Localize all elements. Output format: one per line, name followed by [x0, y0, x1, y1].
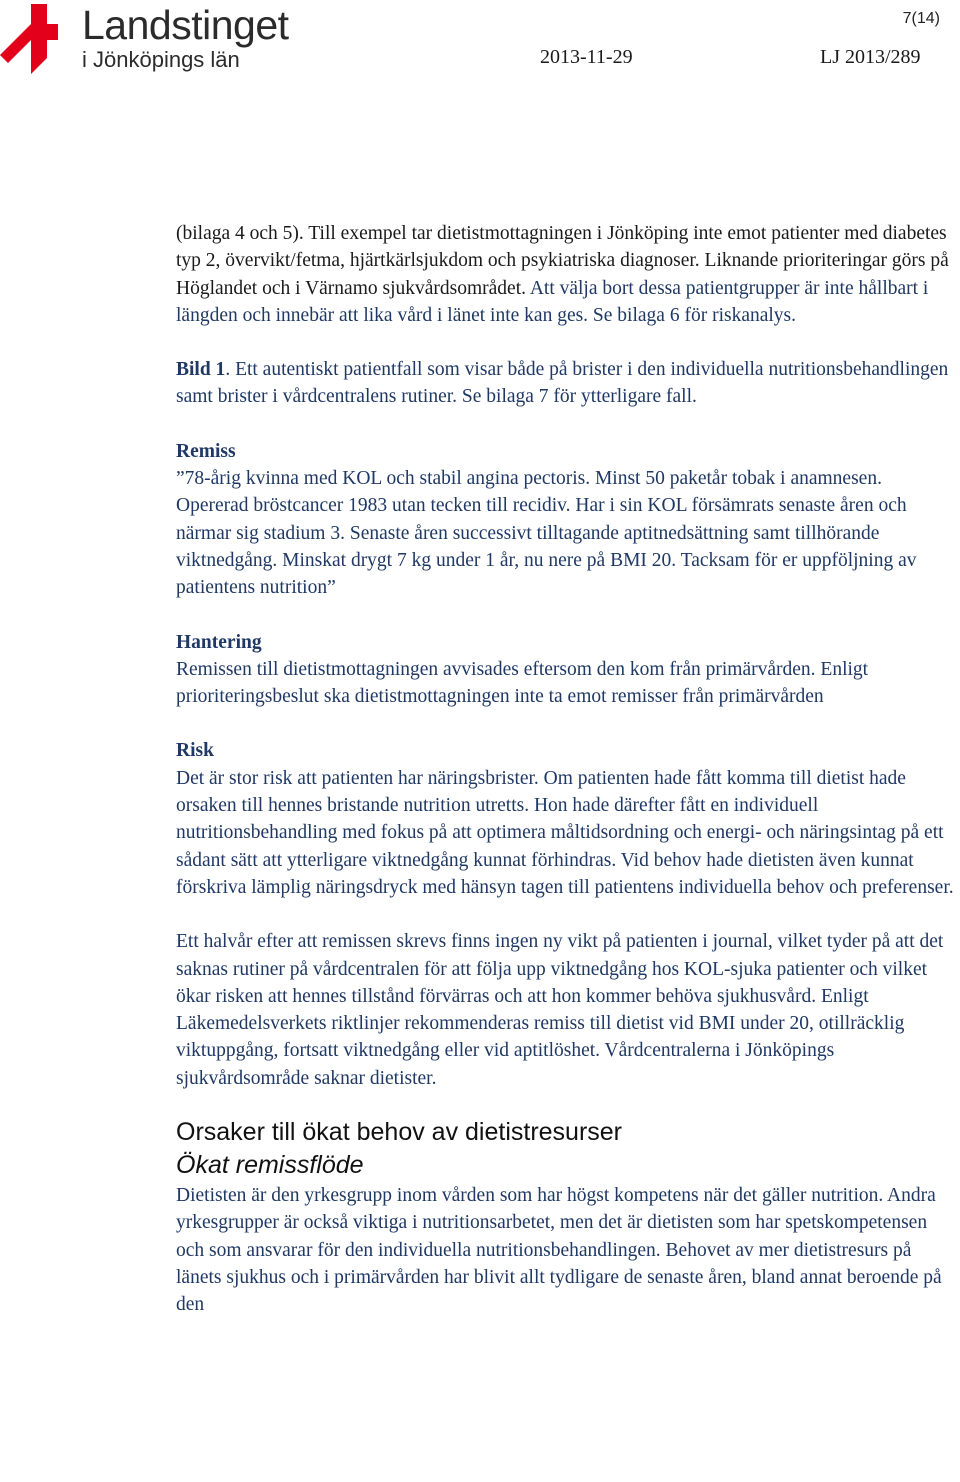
bild-label: Bild 1: [176, 359, 226, 381]
document-date: 2013-11-29: [540, 46, 633, 68]
hantering-text: Remissen till dietistmottagningen avvisades eftersom den kom från primärvården. Enligt prioriteringsbeslut ska dietistmottagningen inte ta emot remisser från primärvården: [176, 658, 869, 708]
followup-paragraph: Ett halvår efter att remissen skrevs finns ingen ny vikt på patienten i journal, vilket tyder på att det saknas rutiner på vårdcentralen för att följa upp viktnedgång hos KOL-sjuka patienter och vilket ökar risken att hennes tillstånd förvärras och att hon kommer behöva sjukhusvård. Enligt Läkemedelsverkets riktlinjer rekommenderas remiss till dietist vid BMI under 20, otillräcklig viktuppgång, fortsatt viktnedgång eller vid aptitlöshet. Vårdcentralerna i Jönköpings sjukvårdsområde saknar dietister.: [176, 931, 944, 1089]
intro-text-a: (bilaga 4 och 5). Till exempel tar dietistmottagningen i Jönköping inte emot patienter med diabetes typ 2, övervikt/fetma, hjärtkärlsjukdom och psykiatriska diagnoser. Liknande prioriteringar görs på Höglandet och i Värnamo sjukvårdsområdet.: [176, 223, 949, 299]
last-paragraph: Dietisten är den yrkesgrupp inom vården som har högst kompetens när det gäller nutrition. Andra yrkesgrupper är också viktiga i nutritionsarbetet, men det är dietisten som har spetskompetensen och som ansvarar för den individuella nutritionsbehandlingen. Behovet av mer dietistresurs på länets sjukhus och i primärvården har blivit allt tydligare de senaste åren, bland annat beroende på den: [176, 1185, 942, 1316]
org-name: Landstinget: [82, 2, 289, 48]
page-number: 7(14): [902, 10, 940, 27]
section-heading: Orsaker till ökat behov av dietistresurser: [176, 1118, 623, 1147]
remiss-text: ”78-årig kvinna med KOL och stabil angina pectoris. Minst 50 paketår tobak i anamnesen. Opererad bröstcancer 1983 utan tecken till recidiv. Har i sin KOL försämrats senaste åren och närmar sig stadium 3. Senaste åren successivt tilltagande aptitnedsättning samt tillhörande viktnedgång. Minskat drygt 7 kg under 1 år, nu nere på BMI 20. Tacksam för er uppföljning av patientens nutrition”: [176, 468, 917, 599]
bild-text: . Ett autentiskt patientfall som visar både på brister i den individuella nutritionsbehandlingen samt brister i vårdcentralens rutiner. Se bilaga 7 för ytterligare fall.: [176, 359, 949, 408]
hantering-heading: Hantering: [176, 631, 262, 653]
risk-heading: Risk: [176, 740, 214, 762]
document-reference: LJ 2013/289: [820, 46, 921, 68]
intro-paragraph: [176, 220, 958, 329]
intro-text-b: Att välja bort dessa patientgrupper är inte hållbart i längden och innebär att lika vård i länet inte kan ges. Se bilaga 6 för riskanalys.: [176, 277, 929, 326]
subsection-heading: Ökat remissflöde: [176, 1151, 364, 1180]
bild-paragraph: [176, 356, 958, 411]
document-body: [176, 220, 958, 1319]
risk-text: Det är stor risk att patienten har näringsbrister. Om patienten hade fått komma till dietist hade orsaken till hennes bristande nutrition utretts. Hon hade därefter fått en individuell nutritionsbehandling med fokus på att optimera måltidsordning och energi- och näringsintag på ett sådant sätt att ytterligare viktnedgång kunnat förhindras. Vid behov hade dietisten även kunnat förskriva lämplig näringsdryck med hänsyn tagen till patientens individuella behov och preferenser.: [176, 767, 954, 898]
landstinget-logo: [0, 0, 320, 80]
org-region: i Jönköpings län: [82, 47, 240, 72]
red-cross-logo-icon: [0, 0, 80, 80]
remiss-heading: Remiss: [176, 440, 236, 462]
